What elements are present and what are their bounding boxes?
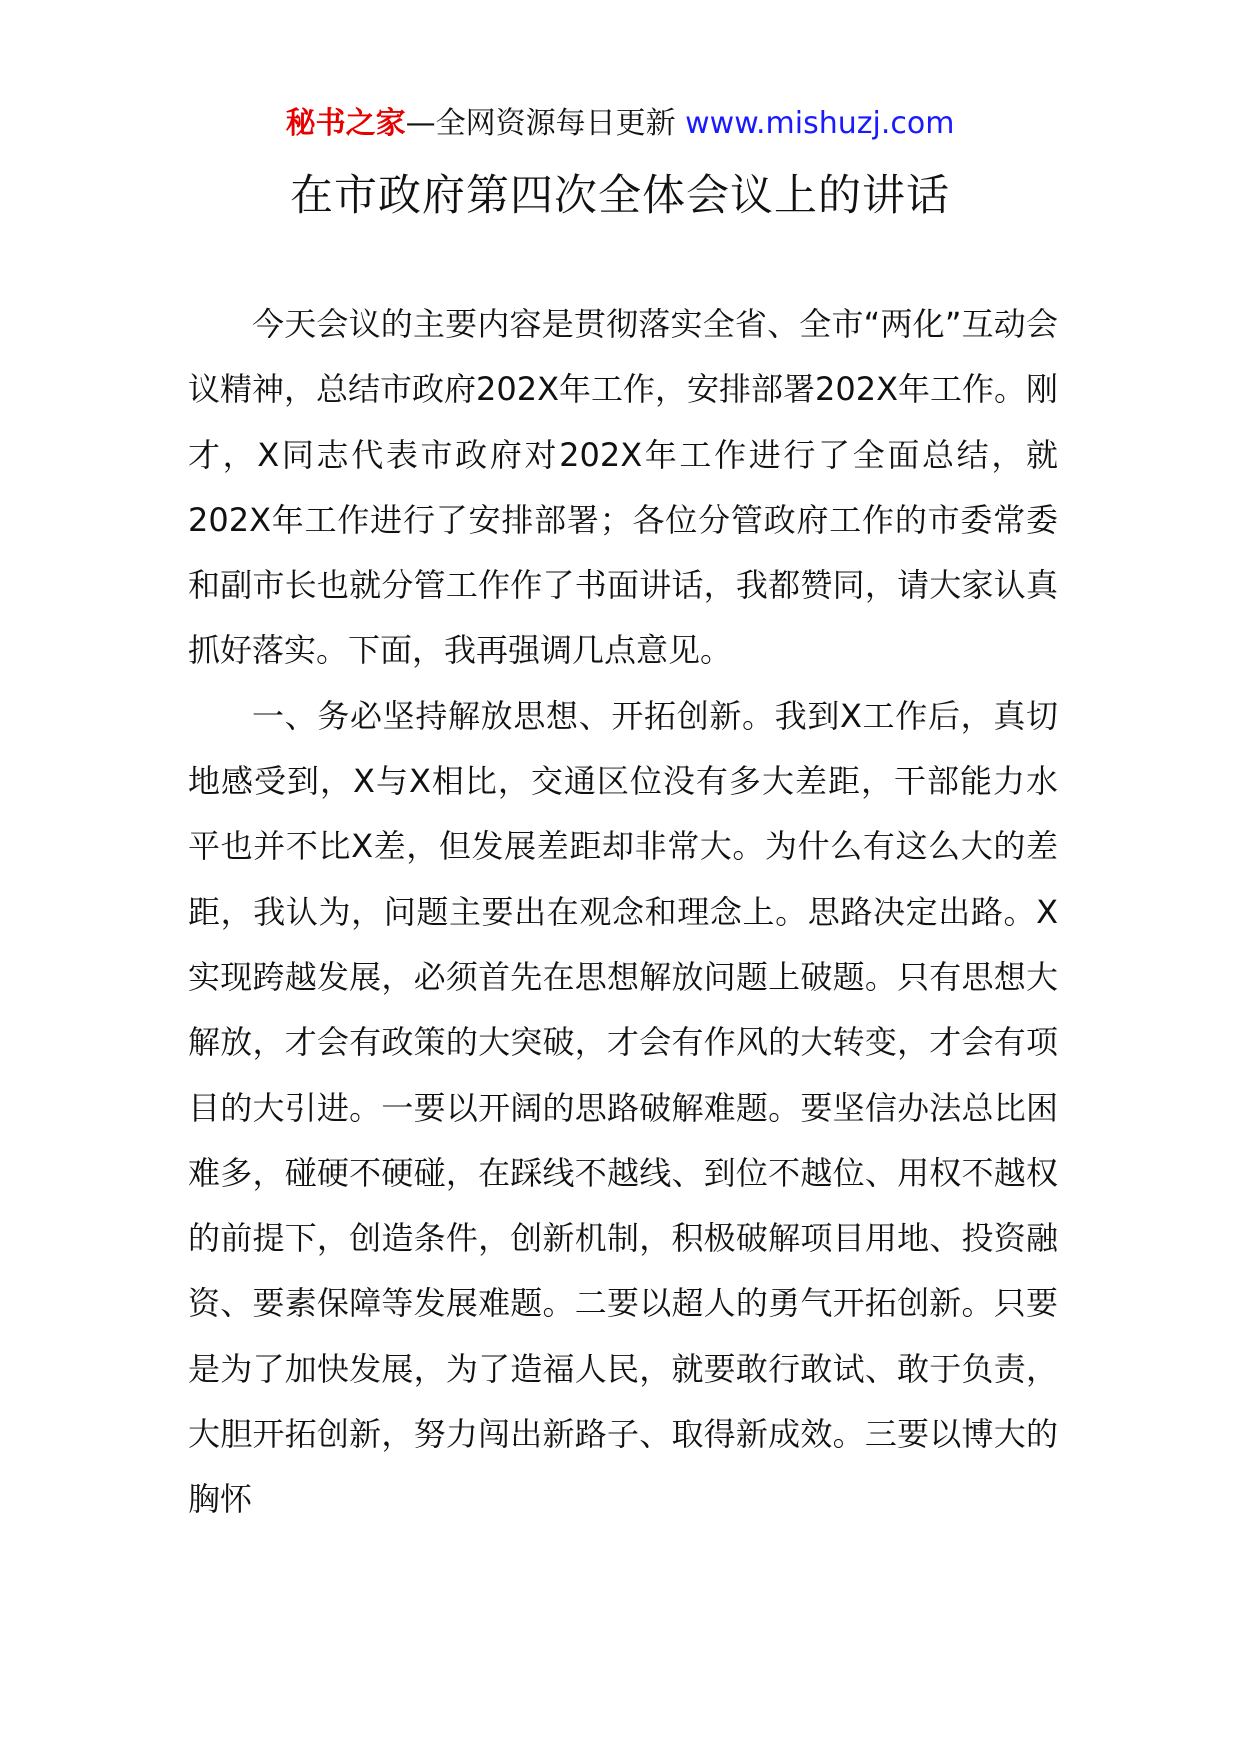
brand-name: 秘书之家 [285,106,406,141]
watermark-header [0,100,1240,148]
document-body [188,292,1058,1533]
body-paragraph-intro: 今天会议的主要内容是贯彻落实全省、全市“两化”互动会议精神，总结市政府202X年工作，安排部署202X年工作。刚才，X同志代表市政府对202X年工作进行了全面总结，就202X年工作进行了安排部署；各位分管政府工作的市委常委和副市长也就分管工作作了书面讲话，我都赞同，请大家认真抓好落实。下面，我再强调几点意见。 [188,305,1059,670]
header-tagline: —全网资源每日更新 [405,106,686,141]
document-title: 在市政府第四次全体会议上的讲话 [290,171,950,221]
website-url[interactable]: www.mishuzj.com [685,106,955,141]
body-paragraph-section-1: 一、务必坚持解放思想、开拓创新。我到X工作后，真切地感受到，X与X相比，交通区位没有多大差距，干部能力水平也并不比X差，但发展差距却非常大。为什么有这么大的差距，我认为，问题主要出在观念和理念上。思路决定出路。X实现跨越发展，必须首先在思想解放问题上破题。只有思想大解放，才会有政策的大突破，才会有作风的大转变，才会有项目的大引进。一要以开阔的思路破解难题。要坚信办法总比困难多，碰硬不硬碰，在踩线不越线、到位不越位、用权不越权的前提下，创造条件，创新机制，积极破解项目用地、投资融资、要素保障等发展难题。二要以超人的勇气开拓创新。只要是为了加快发展，为了造福人民，就要敢行敢试、敢于负责，大胆开拓创新，努力闯出新路子、取得新成效。三要以博大的胸怀 [188,696,1058,1519]
